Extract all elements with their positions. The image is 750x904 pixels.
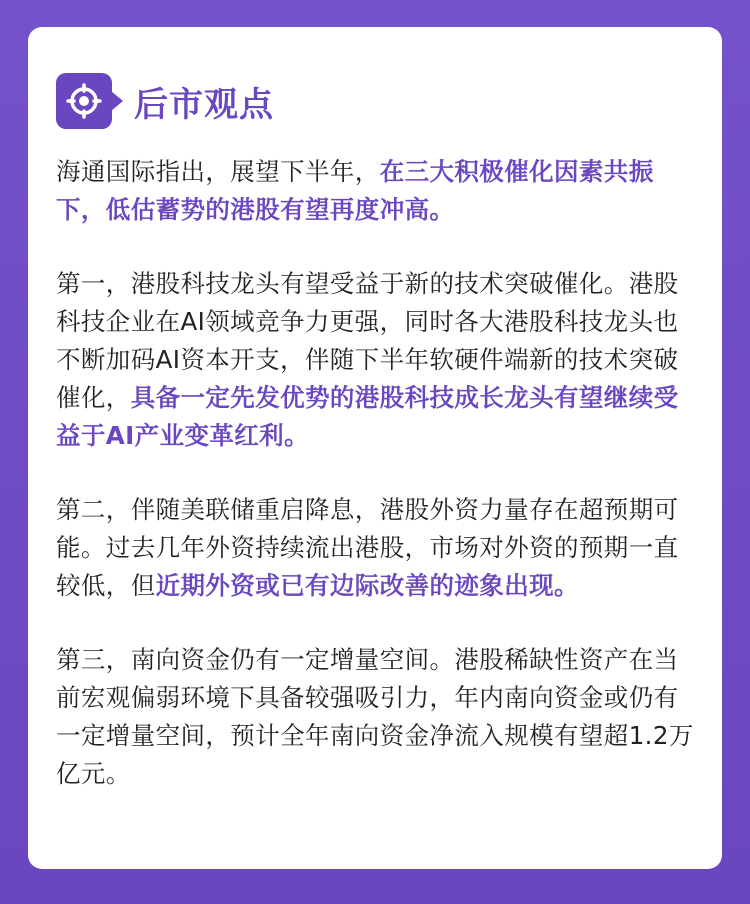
paragraph-intro bbox=[56, 153, 698, 229]
target-crosshair-icon bbox=[56, 73, 112, 129]
target-crosshair-icon-svg bbox=[66, 83, 102, 119]
paragraph-intro-text: 海通国际指出，展望下半年， bbox=[56, 157, 380, 186]
section-header bbox=[56, 73, 274, 129]
paragraph-point-three bbox=[56, 641, 698, 793]
paragraph-point-two-text: 第二，伴随美联储重启降息，港股外资力量存在超预期可能。过去几年外资持续流出港股，市场对外资的预期一直较低，但 bbox=[56, 495, 679, 600]
paragraph-point-three-text: 第三，南向资金仍有一定增量空间。港股稀缺性资产在当前宏观偏弱环境下具备较强吸引力，年内南向资金或仍有一定增量空间，预计全年南向资金净流入规模有望超1.2万亿元。 bbox=[56, 645, 694, 788]
paragraph-point-one-text: 第一，港股科技龙头有望受益于新的技术突破催化。港股科技企业在AI领域竞争力更强，同时各大港股科技龙头也不断加码AI资本开支，伴随下半年软硬件端新的技术突破催化， bbox=[56, 269, 679, 412]
section-title: 后市观点 bbox=[134, 84, 274, 125]
paragraph-intro-highlight: 在三大积极催化因素共振下，低估蓄势的港股有望再度冲高。 bbox=[56, 157, 654, 224]
paragraph-point-two bbox=[56, 491, 698, 605]
paragraph-point-one-highlight: 具备一定先发优势的港股科技成长龙头有望继续受益于AI产业变革红利。 bbox=[56, 383, 679, 450]
paragraph-point-one bbox=[56, 265, 698, 455]
content-card bbox=[28, 27, 722, 869]
article-body bbox=[56, 153, 698, 829]
paragraph-point-two-highlight: 近期外资或已有边际改善的迹象出现。 bbox=[155, 571, 579, 600]
